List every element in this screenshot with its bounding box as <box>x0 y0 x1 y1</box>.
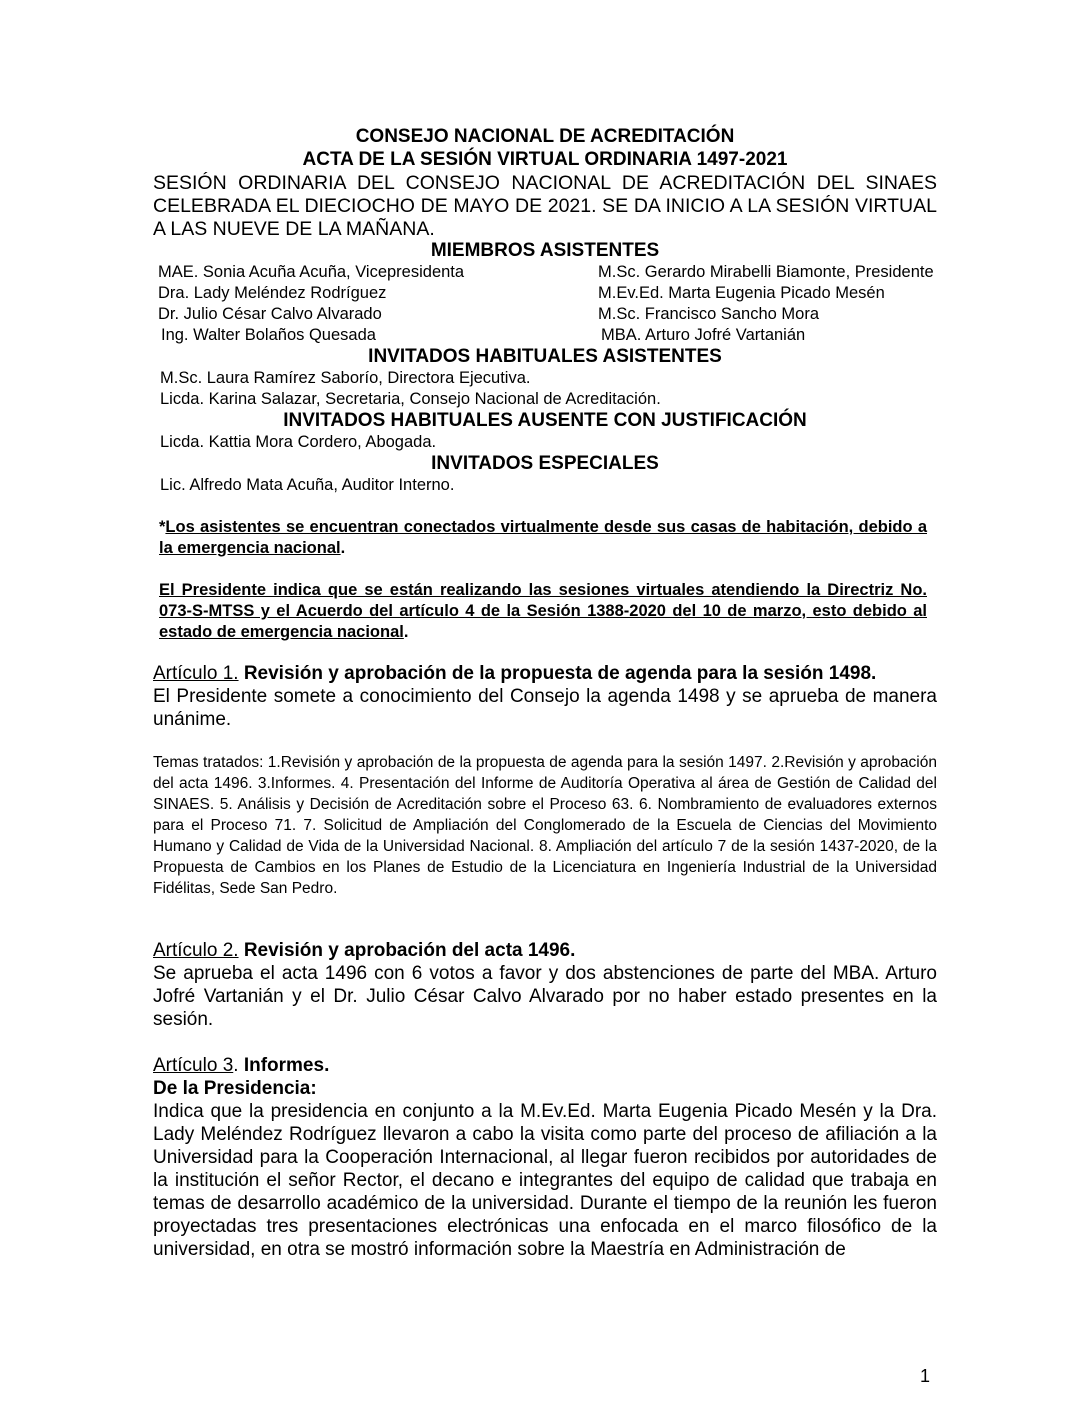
article-1-number: Artículo 1. <box>153 663 239 684</box>
council-title: CONSEJO NACIONAL DE ACREDITACIÓN <box>355 126 735 147</box>
member-left-2: Dra. Lady Meléndez Rodríguez <box>158 284 387 302</box>
member-right-2: M.Ev.Ed. Marta Eugenia Picado Mesén <box>598 284 885 302</box>
note-1-text: Los asistentes se encuentran conectados virtualmente desde sus casas de habitación, debido a la emergencia nacional <box>159 518 927 557</box>
article-2-title: Revisión y aprobación del acta 1496. <box>238 940 576 961</box>
special-guests-heading: INVITADOS ESPECIALES <box>431 453 659 474</box>
article-2-number: Artículo 2. <box>153 940 239 961</box>
article-3-number: Artículo 3 <box>153 1055 234 1076</box>
absent-guest-1: Licda. Kattia Mora Cordero, Abogada. <box>160 433 437 451</box>
directive-note <box>159 580 927 643</box>
session-intro: SESIÓN ORDINARIA DEL CONSEJO NACIONAL DE ACREDITACIÓN DEL SINAES CELEBRADA EL DIECIOCHO DE MAYO DE 2021. SE DA INICIO A LA SESIÓN VIRTUAL A LAS NUEVE DE LA MAÑANA. <box>153 172 937 240</box>
special-guest-1: Lic. Alfredo Mata Acuña, Auditor Interno. <box>160 476 455 494</box>
habitual-guest-1: M.Sc. Laura Ramírez Saborío, Directora Ejecutiva. <box>160 369 531 387</box>
habitual-guest-2: Licda. Karina Salazar, Secretaria, Consejo Nacional de Acreditación. <box>160 390 661 408</box>
page-number: 1 <box>920 1366 931 1386</box>
member-right-1: M.Sc. Gerardo Mirabelli Biamonte, Presidente <box>598 263 934 281</box>
note-2-text: El Presidente indica que se están realizando las sesiones virtuales atendiendo la Directriz No. 073-S-MTSS y el Acuerdo del artículo 4 de la Sesión 1388-2020 del 10 de marzo, esto debido al estado de emergencia nacional <box>159 581 927 641</box>
article-3-title: Informes. <box>243 1055 330 1076</box>
habitual-guests-heading: INVITADOS HABITUALES ASISTENTES <box>368 346 722 367</box>
member-right-4: MBA. Arturo Jofré Vartanián <box>601 326 806 344</box>
absent-guests-heading: INVITADOS HABITUALES AUSENTE CON JUSTIFICACIÓN <box>283 410 807 431</box>
article-1-body: El Presidente somete a conocimiento del Consejo la agenda 1498 y se aprueba de manera unánime. <box>153 686 937 730</box>
session-title: ACTA DE LA SESIÓN VIRTUAL ORDINARIA 1497-2021 <box>302 149 788 170</box>
article-2-body: Se aprueba el acta 1496 con 6 votos a favor y dos abstenciones de parte del MBA. Arturo Jofré Vartanián y el Dr. Julio César Calvo Alvarado por no haber estado presentes en la sesión. <box>153 963 937 1030</box>
note-asterisk: * <box>159 518 166 536</box>
article-2 <box>153 939 937 1031</box>
member-left-1: MAE. Sonia Acuña Acuña, Vicepresidenta <box>158 263 465 281</box>
presidency-report: Indica que la presidencia en conjunto a la M.Ev.Ed. Marta Eugenia Picado Mesén y la Dra. Lady Meléndez Rodríguez llevaron a cabo la visita como parte del proceso de afiliación a la Universidad para la Cooperación Internacional, al llegar fueron recibidos por autoridades de la institución el señor Rector, el decano e integrantes del equipo de calidad que trabaja en temas de desarrollo académico de la universidad. Durante el tiempo de la reunión les fueron proyectadas tres presentaciones electrónicas una enfocada en el marco filosófico de la universidad, en otra se mostró información sobre la Maestría en Administración de <box>153 1101 937 1260</box>
topics-covered: Temas tratados: 1.Revisión y aprobación de la propuesta de agenda para la sesión 1497. 2.Revisión y aprobación del acta 1496. 3.Informes. 4. Presentación del Informe de Auditoría Operativa al área de Gestión de Calidad del SINAES. 5. Análisis y Decisión de Acreditación sobre el Proceso 63. 6. Nombramiento de evaluadores externos para el Proceso 71. 7. Solicitud de Ampliación del Conglomerado de la Escuela de Ciencias del Movimiento Humano y Calidad de Vida de la Universidad Nacional. 8. Ampliación del artículo 7 de la sesión 1437-2020, de la Propuesta de Cambios en los Planes de Estudio de la Licenciatura en Ingeniería Industrial de la Universidad Fidélitas, Sede San Pedro. <box>153 754 937 897</box>
article-3-separator: . <box>233 1055 244 1076</box>
member-left-3: Dr. Julio César Calvo Alvarado <box>158 305 382 323</box>
virtual-attendance-note <box>159 517 927 559</box>
article-3 <box>153 1054 937 1100</box>
member-left-4: Ing. Walter Bolaños Quesada <box>161 326 376 344</box>
article-1 <box>153 662 937 731</box>
member-right-3: M.Sc. Francisco Sancho Mora <box>598 305 819 323</box>
article-1-title: Revisión y aprobación de la propuesta de agenda para la sesión 1498. <box>238 663 877 684</box>
note-1-period: . <box>340 539 346 557</box>
note-2-period: . <box>403 623 409 641</box>
presidency-subheading: De la Presidencia: <box>153 1078 317 1099</box>
members-heading: MIEMBROS ASISTENTES <box>430 240 660 261</box>
